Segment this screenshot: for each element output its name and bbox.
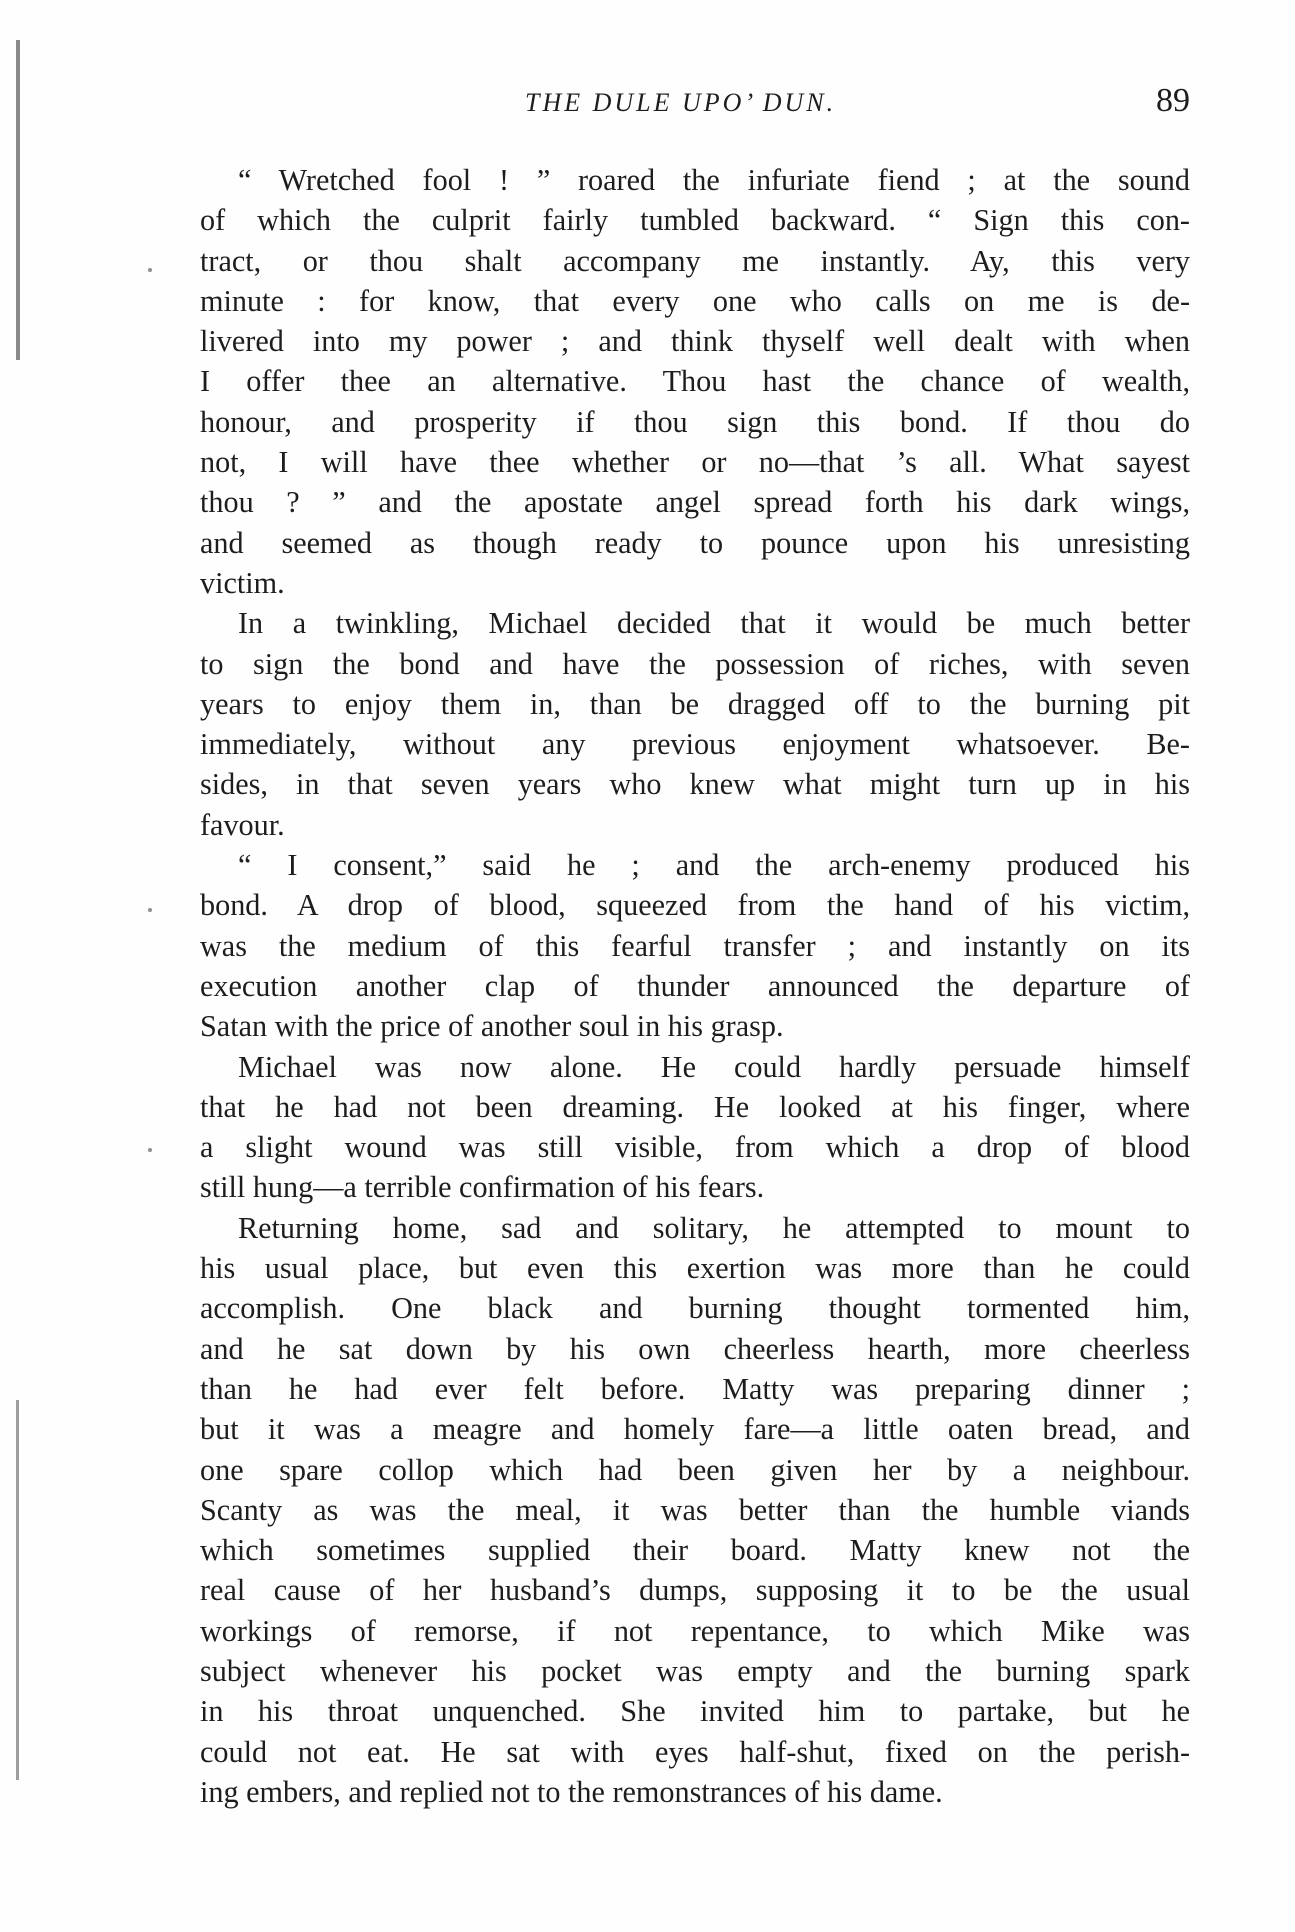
text-line: real cause of her husband’s dumps, supposing it to be the usual [200, 1573, 1190, 1608]
text-line: of which the culprit fairly tumbled backward. “ Sign this con- [200, 203, 1190, 238]
text-line: subject whenever his pocket was empty and the burning spark [200, 1653, 1190, 1688]
text-line: that he had not been dreaming. He looked at his finger, where [200, 1089, 1190, 1124]
text-line: “ Wretched fool ! ” roared the infuriate fiend ; at the sound [238, 163, 1190, 197]
text-line: bond. A drop of blood, squeezed from the hand of his victim, [200, 888, 1190, 923]
text-line: than he had ever felt before. Matty was preparing dinner ; [200, 1371, 1190, 1406]
text-line: execution another clap of thunder announced the departure of [200, 968, 1190, 1003]
text-line: livered into my power ; and think thyself well dealt with when [200, 324, 1190, 359]
text-line: minute : for know, that every one who calls on me is de- [200, 283, 1190, 318]
binding-edge-mark [16, 1400, 19, 1780]
scan-speck [148, 1148, 152, 1152]
running-title: THE DULE UPO’ DUN. [525, 88, 837, 117]
text-line: workings of remorse, if not repentance, to which Mike was [200, 1613, 1190, 1648]
text-line: not, I will have thee whether or no—that ’s all. What sayest [200, 445, 1190, 480]
text-line: but it was a meagre and homely fare—a little oaten bread, and [200, 1412, 1190, 1447]
text-line: Scanty as was the meal, it was better than the humble viands [200, 1492, 1190, 1527]
text-line: ing embers, and replied not to the remonstrances of his dame. [200, 1774, 943, 1809]
text-line: immediately, without any previous enjoyment whatsoever. Be- [200, 727, 1190, 762]
text-line: which sometimes supplied their board. Matty knew not the [200, 1533, 1190, 1568]
text-line: his usual place, but even this exertion was more than he could [200, 1251, 1190, 1286]
binding-edge-mark [16, 40, 20, 360]
text-line: Michael was now alone. He could hardly persuade himself [238, 1049, 1190, 1084]
text-line: in his throat unquenched. She invited him to partake, but he [200, 1694, 1190, 1729]
text-line: Returning home, sad and solitary, he attempted to mount to [238, 1210, 1190, 1245]
text-line: “ I consent,” said he ; and the arch-enemy produced his [238, 848, 1190, 883]
text-line: and he sat down by his own cheerless hearth, more cheerless [200, 1331, 1190, 1366]
text-line: could not eat. He sat with eyes half-shut, fixed on the perish- [200, 1734, 1190, 1769]
text-line: I offer thee an alternative. Thou hast the chance of wealth, [200, 364, 1190, 399]
paragraph [200, 603, 1190, 845]
paragraph [200, 160, 1190, 603]
text-line: Satan with the price of another soul in his grasp. [200, 1009, 784, 1044]
running-head [200, 82, 1190, 138]
text-line: favour. [200, 807, 285, 842]
text-line: victim. [200, 565, 285, 600]
scan-speck [148, 908, 152, 912]
scan-speck [148, 268, 152, 272]
text-line: was the medium of this fearful transfer ; and instantly on its [200, 928, 1190, 963]
text-line: honour, and prosperity if thou sign this bond. If thou do [200, 404, 1190, 439]
paragraph [200, 845, 1190, 1046]
text-line: still hung—a terrible confirmation of his fears. [200, 1170, 765, 1205]
text-line: sides, in that seven years who knew what might turn up in his [200, 767, 1190, 802]
page-number: 89 [1156, 82, 1190, 119]
text-line: a slight wound was still visible, from which a drop of blood [200, 1130, 1190, 1165]
paragraph [200, 1047, 1190, 1208]
text-line: one spare collop which had been given her by a neighbour. [200, 1452, 1190, 1487]
text-line: and seemed as though ready to pounce upon his unresisting [200, 525, 1190, 560]
body-text [200, 160, 1190, 1812]
paragraph [200, 1208, 1190, 1812]
text-line: tract, or thou shalt accompany me instantly. Ay, this very [200, 243, 1190, 278]
text-line: to sign the bond and have the possession of riches, with seven [200, 646, 1190, 681]
text-line: accomplish. One black and burning thought tormented him, [200, 1291, 1190, 1326]
text-line: In a twinkling, Michael decided that it would be much better [238, 606, 1190, 641]
text-line: thou ? ” and the apostate angel spread forth his dark wings, [200, 485, 1190, 520]
text-line: years to enjoy them in, than be dragged off to the burning pit [200, 686, 1190, 721]
